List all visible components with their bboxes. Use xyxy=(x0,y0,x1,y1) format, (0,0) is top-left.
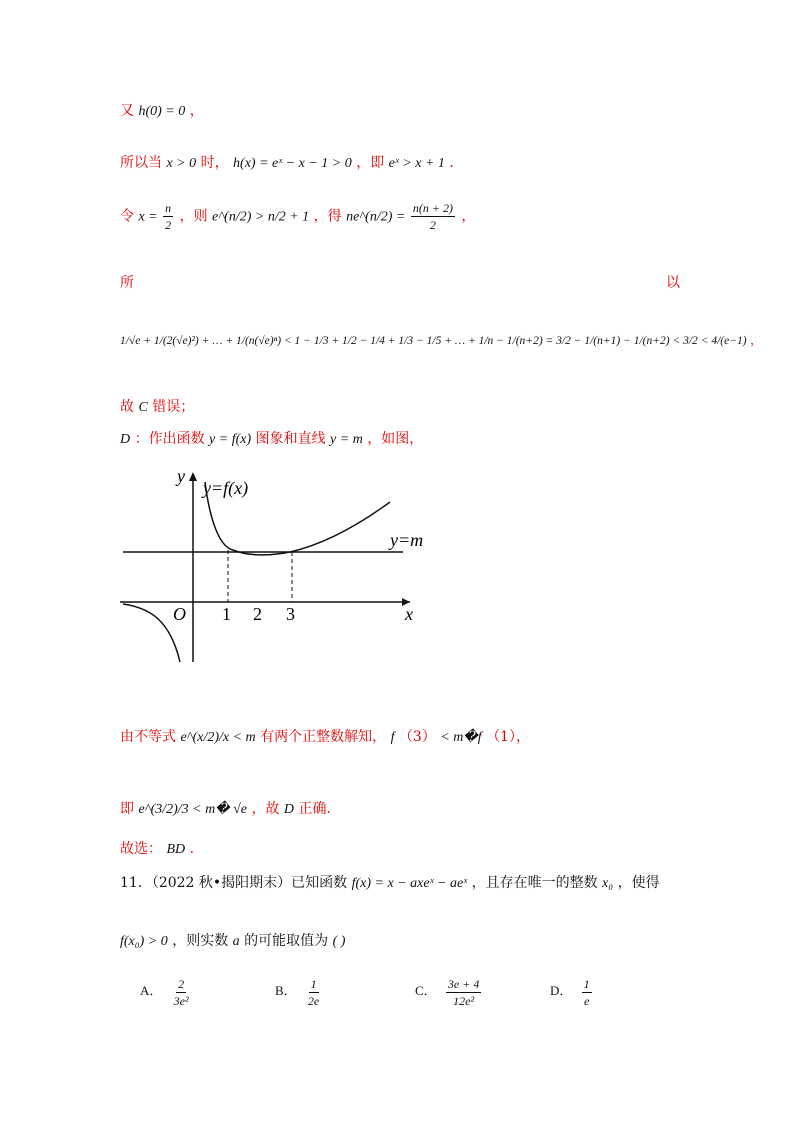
y-axis xyxy=(189,472,197,662)
curve-negative-branch xyxy=(123,604,180,662)
option-c[interactable] xyxy=(415,976,483,1009)
text: 错误； xyxy=(152,399,195,415)
text: ， xyxy=(189,103,204,119)
text: 时， xyxy=(200,155,229,171)
formula: f(x₀) > 0 xyxy=(120,934,168,949)
option-fraction xyxy=(172,976,191,1009)
formula: a xyxy=(232,934,240,949)
line-let-x xyxy=(120,200,475,233)
text: ． xyxy=(189,841,204,857)
fraction-n-over-2 xyxy=(163,200,173,233)
question-11-line1 xyxy=(120,872,660,892)
line-inequality-solutions xyxy=(120,726,530,746)
text: ，得 xyxy=(313,208,342,225)
formula: D xyxy=(283,802,295,817)
text: 图象和直线 xyxy=(255,431,326,447)
x-axis xyxy=(120,598,410,606)
function-graph-figure xyxy=(115,462,425,667)
line-so-left xyxy=(120,272,134,292)
numerator: n xyxy=(165,201,172,215)
text: ， xyxy=(461,208,476,225)
text: 令 xyxy=(120,208,134,225)
numerator: 2 xyxy=(178,977,185,991)
text: ，如图， xyxy=(367,431,424,447)
numerator: 1 xyxy=(583,977,590,991)
formula: x > 0 xyxy=(166,156,197,171)
option-b[interactable] xyxy=(275,976,323,1009)
option-d[interactable] xyxy=(550,976,594,1009)
y-axis-label: y xyxy=(177,466,185,486)
numerator: n(n + 2) xyxy=(412,201,453,215)
tick-label-2: 2 xyxy=(253,604,262,624)
formula: < m�f xyxy=(440,730,482,745)
text: ，使得 xyxy=(617,875,660,891)
text: （1）， xyxy=(486,729,530,745)
denominator: 2 xyxy=(165,218,172,232)
text: 由不等式 xyxy=(120,729,176,745)
formula: ( ) xyxy=(332,934,346,949)
denominator: 3e² xyxy=(173,994,189,1008)
tick-label-1: 1 xyxy=(222,604,231,624)
formula: x₀ xyxy=(602,876,614,891)
option-fraction xyxy=(306,976,321,1009)
text: ， xyxy=(750,333,762,347)
text: ，则实数 xyxy=(172,933,229,949)
text: 11．（2022 秋•揭阳期末）已知函数 xyxy=(120,875,348,891)
option-fraction xyxy=(582,976,592,1009)
denominator: e xyxy=(583,994,590,1008)
x-axis-label: x xyxy=(405,604,413,624)
text: ：作出函数 xyxy=(134,431,205,447)
text: 故 xyxy=(120,399,134,415)
numerator: 1 xyxy=(310,977,317,991)
text: 又 xyxy=(120,103,134,119)
line-c-wrong xyxy=(120,396,194,416)
text: ，即 xyxy=(356,155,385,171)
text: ，则 xyxy=(179,208,208,225)
denominator: 2e xyxy=(307,994,320,1008)
line-label: y=m xyxy=(390,530,424,550)
formula: f(x) = x − axeˣ − aeˣ xyxy=(351,876,468,891)
formula: x = xyxy=(138,209,162,225)
line-d-correct xyxy=(120,798,340,818)
formula: h(x) = eˣ − x − 1 > 0 xyxy=(233,156,352,171)
formula: y = f(x) xyxy=(209,432,252,447)
text: 即 xyxy=(120,801,134,817)
option-a[interactable] xyxy=(140,976,193,1009)
option-label: C． xyxy=(415,983,437,999)
option-label: B． xyxy=(275,983,297,999)
text: 所以当 xyxy=(120,155,162,171)
numerator: 3e + 4 xyxy=(447,977,480,991)
tick-label-3: 3 xyxy=(286,604,295,624)
denominator: 12e² xyxy=(453,994,475,1008)
origin-label: O xyxy=(173,604,186,624)
formula: e^(3/2)/3 < m� √e xyxy=(138,802,247,817)
line-d-graph xyxy=(120,428,423,448)
text: ，且存在唯一的整数 xyxy=(471,875,598,891)
text: 所 xyxy=(120,275,134,291)
text: 有两个正整数解知， xyxy=(260,729,387,745)
text: 正确． xyxy=(298,801,341,817)
option-fraction xyxy=(446,976,481,1009)
text: 的可能取值为 xyxy=(244,933,329,949)
line-h0 xyxy=(120,100,204,120)
option-label: D． xyxy=(550,983,573,999)
line-when-x-positive xyxy=(120,152,463,172)
formula: e^(n/2) > n/2 + 1 xyxy=(212,209,310,225)
text: ，故 xyxy=(251,801,280,817)
formula: BD xyxy=(166,842,186,857)
question-11-line2 xyxy=(120,930,345,950)
formula: f xyxy=(390,730,395,745)
formula: eˣ > x + 1 xyxy=(388,156,445,171)
formula: 1/√e + 1/(2(√e)²) + … + 1/(n(√e)ⁿ) < 1 − 1/3 + 1/2 − 1/4 + 1/3 − 1/5 + … + 1/n − 1/(n+2) = 3/2 − 1/(n+1) − 1/(n+2) < 3/2 < 4/(e−1) xyxy=(120,335,747,347)
formula: ne^(n/2) = xyxy=(346,209,409,225)
text: 故选： xyxy=(120,841,162,857)
formula: D xyxy=(120,432,131,447)
line-long-inequality xyxy=(120,332,762,348)
text: ． xyxy=(449,155,464,171)
formula: y = m xyxy=(330,432,363,447)
formula: e^(x/2)/x < m xyxy=(180,730,256,745)
formula: h(0) = 0 xyxy=(138,104,186,119)
formula: C xyxy=(138,400,148,415)
option-label: A． xyxy=(140,983,163,999)
curve-label: y=f(x) xyxy=(203,478,249,498)
line-answer xyxy=(120,838,204,858)
text: 以 xyxy=(666,275,680,291)
denominator: 2 xyxy=(429,218,436,232)
fraction-nn2-over-2 xyxy=(411,200,455,233)
text: （3） xyxy=(398,729,436,745)
line-so-right xyxy=(666,272,680,292)
